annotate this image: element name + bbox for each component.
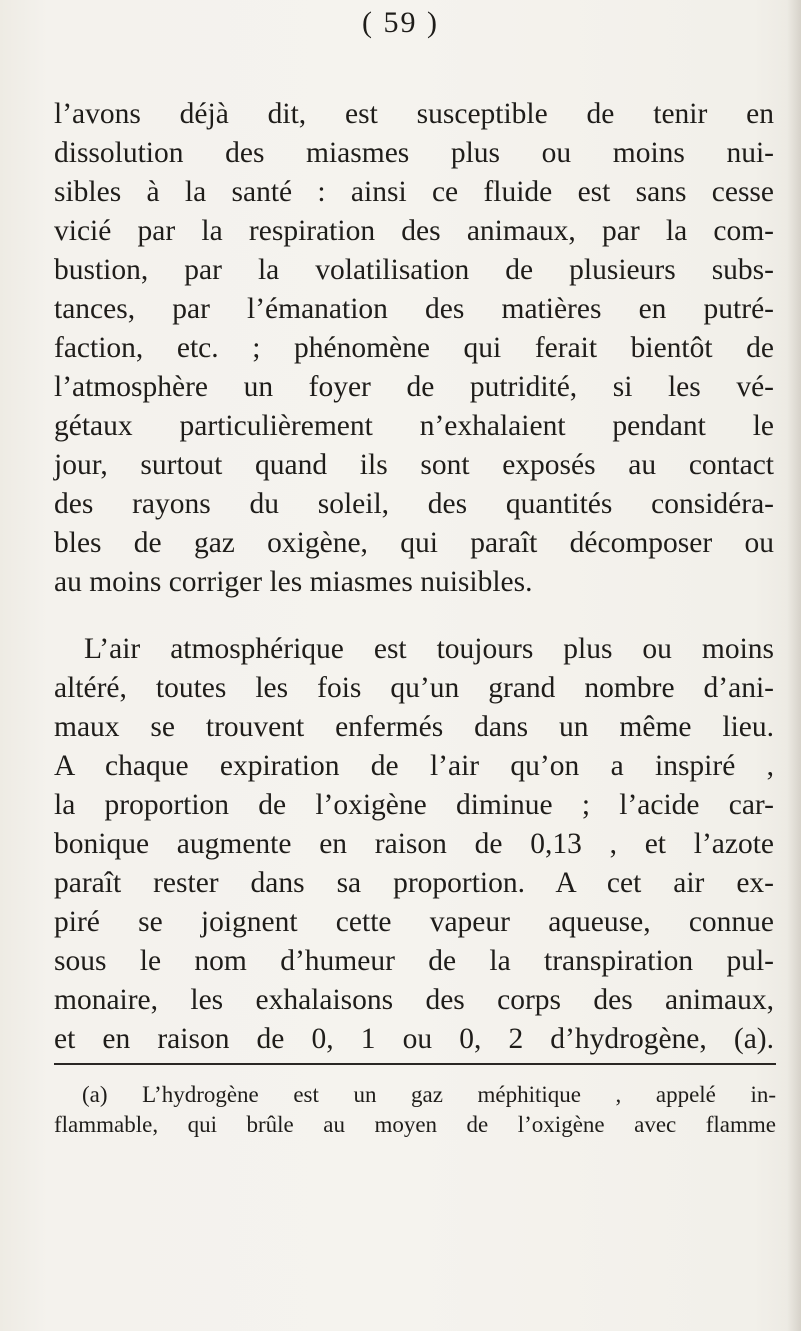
text-line: la proportion de l’oxigène diminue ; l’acide car- <box>54 789 774 821</box>
page-number: ( 59 ) <box>362 6 439 39</box>
text-line: sous le nom d’humeur de la transpiration pul- <box>54 945 774 977</box>
text-line: piré se joignent cette vapeur aqueuse, connue <box>54 906 774 938</box>
text-line: monaire, les exhalaisons des corps des animaux, <box>54 984 774 1016</box>
text-line: l’avons déjà dit, est susceptible de tenir en <box>54 98 774 130</box>
text-line: altéré, toutes les fois qu’un grand nombre d’ani- <box>54 672 774 704</box>
footnote-divider <box>54 1063 776 1065</box>
text-line: faction, etc. ; phénomène qui ferait bientôt de <box>54 332 774 364</box>
text-line: maux se trouvent enfermés dans un même lieu. <box>54 711 774 743</box>
text-line: bustion, par la volatilisation de plusieurs subs- <box>54 254 774 286</box>
text-line: des rayons du soleil, des quantités considéra- <box>54 488 774 520</box>
page-edge-shadow <box>787 0 801 1331</box>
text-line: l’atmosphère un foyer de putridité, si les vé- <box>54 371 774 403</box>
text-line: bonique augmente en raison de 0,13 , et l’azote <box>54 828 774 860</box>
text-line: et en raison de 0, 1 ou 0, 2 d’hydrogène, (a). <box>54 1023 774 1055</box>
text-line: jour, surtout quand ils sont exposés au contact <box>54 449 774 481</box>
footnote-line: flammable, qui brûle au moyen de l’oxigène avec flamme <box>54 1112 776 1137</box>
text-line: L’air atmosphérique est toujours plus ou moins <box>84 633 774 665</box>
text-line: bles de gaz oxigène, qui paraît décomposer ou <box>54 527 774 559</box>
footnote-line: (a) L’hydrogène est un gaz méphitique , appelé in- <box>82 1082 776 1107</box>
text-line: dissolution des miasmes plus ou moins nui- <box>54 137 774 169</box>
text-line: gétaux particulièrement n’exhalaient pendant le <box>54 410 774 442</box>
text-line: au moins corriger les miasmes nuisibles. <box>54 566 533 598</box>
text-line: paraît rester dans sa proportion. A cet air ex- <box>54 867 774 899</box>
text-line: A chaque expiration de l’air qu’on a inspiré , <box>54 750 774 782</box>
text-line: tances, par l’émanation des matières en putré- <box>54 293 774 325</box>
text-line: sibles à la santé : ainsi ce fluide est sans cesse <box>54 176 774 208</box>
text-line: vicié par la respiration des animaux, par la com- <box>54 215 774 247</box>
